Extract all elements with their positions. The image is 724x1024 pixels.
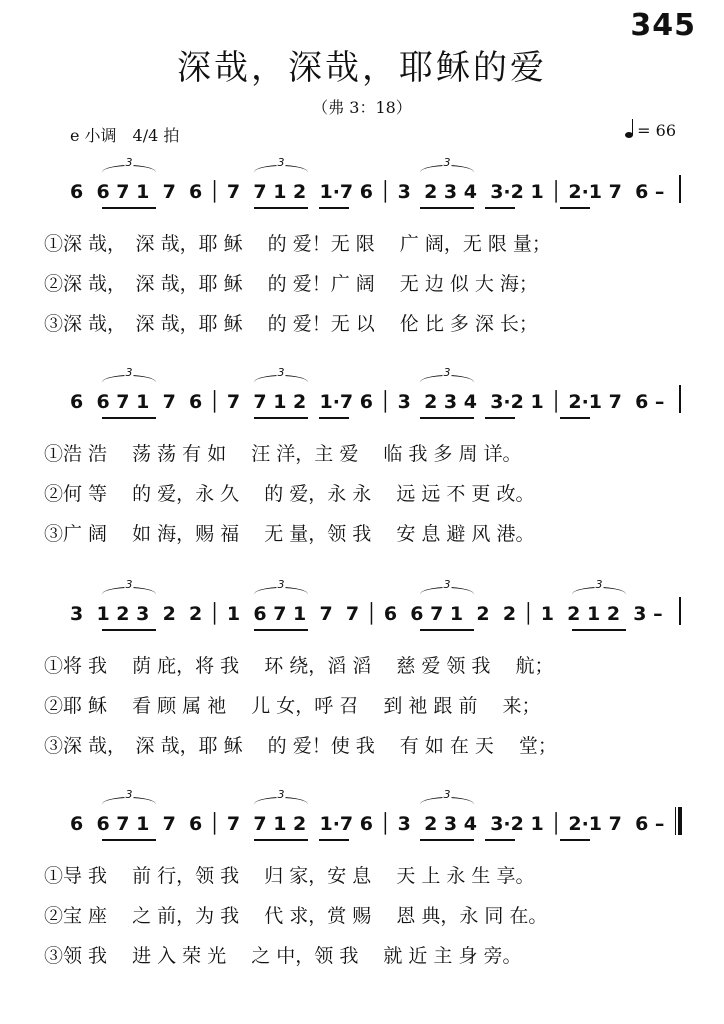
beam	[485, 417, 515, 419]
triplet-bracket: 3	[102, 165, 156, 180]
notation-text: 3 1 2 3 2 2 │ 1 6 7 1 7 7 │ 6 6 7 1 2 2 │ 1 2 1 2 3 –	[70, 603, 663, 625]
lyric-verse-1: ①浩 浩 荡 荡 有 如 汪 洋，主 爱 临 我 多 周 详。	[44, 443, 522, 465]
final-barline	[675, 807, 682, 835]
beam	[319, 417, 349, 419]
beam	[102, 207, 156, 209]
lyric-verse-3: ③深 哉， 深 哉，耶 稣 的 爱！使 我 有 如 在 天 堂；	[44, 735, 557, 757]
beam	[420, 629, 474, 631]
beam	[572, 629, 626, 631]
triplet-bracket: 3	[254, 587, 308, 602]
beam	[485, 839, 515, 841]
lyric-verse-2: ②耶 稣 看 顾 属 祂 儿 女，呼 召 到 祂 跟 前 来；	[44, 695, 541, 717]
beam	[102, 417, 156, 419]
beam	[254, 417, 308, 419]
beam	[102, 839, 156, 841]
triplet-bracket: 3	[254, 165, 308, 180]
notation-text: 6 6 7 1 7 6 │ 7 7 1 2 1·7 6 │ 3 2 3 4 3·2 1 │ 2·1 7 6 –	[70, 391, 665, 413]
tempo-marking	[625, 121, 676, 140]
key-signature: e 小调 4/4 拍	[70, 126, 180, 145]
beam	[560, 839, 590, 841]
beam	[319, 207, 349, 209]
beam	[560, 417, 590, 419]
beam	[420, 839, 474, 841]
triplet-bracket: 3	[420, 587, 474, 602]
beam	[420, 417, 474, 419]
beam	[319, 839, 349, 841]
notation-text: 6 6 7 1 7 6 │ 7 7 1 2 1·7 6 │ 3 2 3 4 3·2 1 │ 2·1 7 6 –	[70, 813, 665, 835]
lyric-verse-2: ②深 哉， 深 哉，耶 稣 的 爱！广 阔 无 边 似 大 海；	[44, 273, 538, 295]
beam	[420, 207, 474, 209]
beam	[254, 629, 308, 631]
tempo-value: = 66	[637, 121, 676, 140]
notation-row	[62, 788, 684, 857]
barline	[679, 175, 681, 203]
beam	[560, 207, 590, 209]
notation-row	[62, 156, 684, 225]
notation-text: 6 6 7 1 7 6 │ 7 7 1 2 1·7 6 │ 3 2 3 4 3·2 1 │ 2·1 7 6 –	[70, 181, 665, 203]
notation-row	[62, 578, 684, 647]
triplet-bracket: 3	[102, 375, 156, 390]
lyric-verse-1: ①将 我 荫 庇，将 我 环 绕，滔 滔 慈 爱 领 我 航；	[44, 655, 554, 677]
lyric-verse-2: ②何 等 的 爱，永 久 的 爱，永 永 远 远 不 更 改。	[44, 483, 535, 505]
quarter-note-icon	[625, 132, 633, 138]
triplet-bracket: 3	[572, 587, 626, 602]
lyric-verse-3: ③领 我 进 入 荣 光 之 中，领 我 就 近 主 身 旁。	[44, 945, 522, 967]
beam	[102, 629, 156, 631]
triplet-bracket: 3	[102, 797, 156, 812]
beam	[485, 207, 515, 209]
triplet-bracket: 3	[102, 587, 156, 602]
lyric-verse-1: ①导 我 前 行，领 我 归 家，安 息 天 上 永 生 享。	[44, 865, 535, 887]
triplet-bracket: 3	[420, 165, 474, 180]
lyric-verse-2: ②宝 座 之 前，为 我 代 求，赏 赐 恩 典，永 同 在。	[44, 905, 548, 927]
scripture-reference: （弗 3：18）	[312, 98, 412, 117]
notation-row	[62, 366, 684, 435]
barline	[679, 385, 681, 413]
triplet-bracket: 3	[420, 375, 474, 390]
lyric-verse-1: ①深 哉， 深 哉，耶 稣 的 爱！无 限 广 阔，无 限 量；	[44, 233, 551, 255]
song-title: 深哉，深哉，耶稣的爱	[177, 48, 547, 88]
lyric-verse-3: ③深 哉， 深 哉，耶 稣 的 爱！无 以 伦 比 多 深 长；	[44, 313, 538, 335]
triplet-bracket: 3	[254, 797, 308, 812]
beam	[254, 207, 308, 209]
beam	[254, 839, 308, 841]
triplet-bracket: 3	[420, 797, 474, 812]
barline	[679, 597, 681, 625]
page-number: 345	[630, 8, 696, 43]
lyric-verse-3: ③广 阔 如 海，赐 福 无 量，领 我 安 息 避 风 港。	[44, 523, 535, 545]
triplet-bracket: 3	[254, 375, 308, 390]
